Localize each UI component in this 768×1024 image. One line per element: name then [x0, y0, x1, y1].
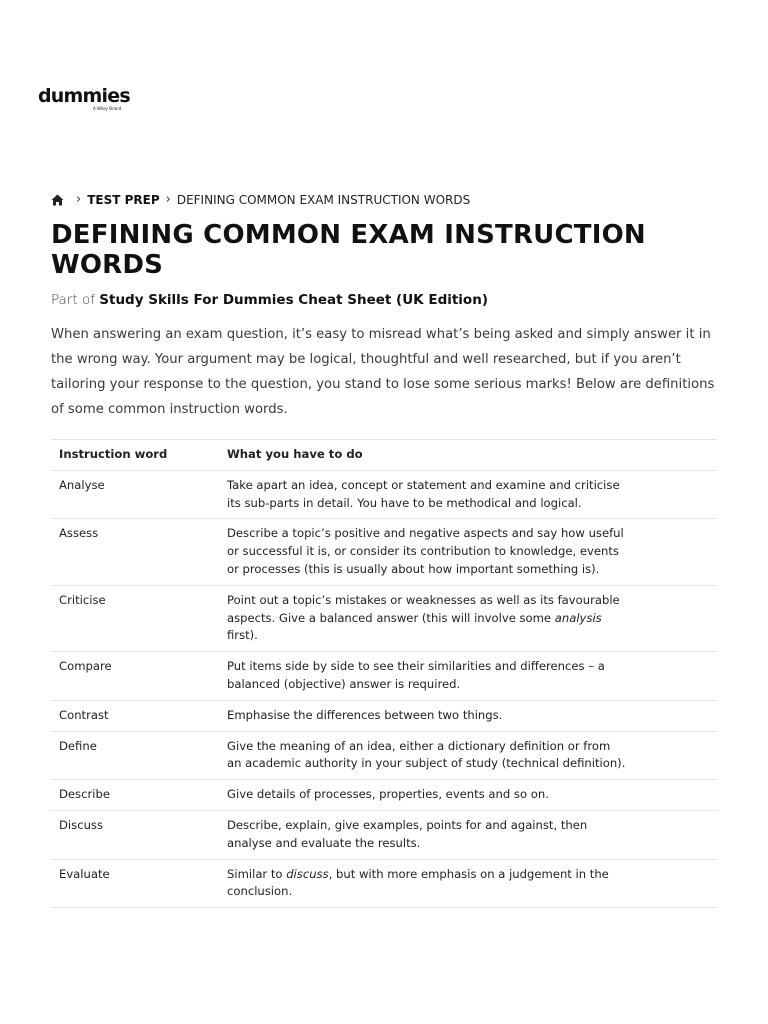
table-row [51, 700, 717, 731]
instruction-definition: Put items side by side to see their similarities and differences – a balanced (objective) answer is required. [227, 659, 605, 691]
chevron-right-icon: › [165, 192, 171, 207]
definition-text: first). [227, 628, 258, 643]
column-header-definition: What you have to do [227, 447, 363, 461]
table-row [51, 519, 717, 585]
instruction-definition: Describe, explain, give examples, points for and against, then analyse and evaluate the results. [227, 817, 588, 850]
instruction-word: Analyse [59, 477, 105, 492]
intro-paragraph: When answering an exam question, it’s easy to misread what’s being asked and simply answer it in the wrong way. Your argument may be logical, thoughtful and well researched, but if you aren’t tailoring your response to the question, you stand to lose some serious marks! Below are definitions of some common instruction words. [51, 327, 715, 417]
cheat-sheet-link[interactable]: Study Skills For Dummies Cheat Sheet (UK Edition) [99, 292, 488, 308]
table-row [51, 780, 717, 811]
instruction-definition: Give details of processes, properties, events and so on. [227, 787, 549, 802]
instruction-definition: Give the meaning of an idea, either a dictionary definition or from an academic authority in your subject of study (technical definition). [227, 738, 626, 771]
table-row [51, 470, 717, 519]
breadcrumb-current: DEFINING COMMON EXAM INSTRUCTION WORDS [176, 192, 471, 207]
definition-text: , but with more emphasis on a judgement in the conclusion. [227, 866, 609, 899]
instruction-words-table [51, 439, 717, 908]
table-header-row [51, 440, 717, 471]
part-of-line [51, 292, 488, 308]
chevron-right-icon: › [76, 192, 82, 207]
instruction-word: Criticise [59, 592, 106, 607]
logo-tagline: A Wiley Brand [93, 106, 122, 111]
dummies-logo[interactable] [38, 86, 138, 111]
table-row [51, 810, 717, 859]
column-header-word: Instruction word [59, 447, 168, 461]
breadcrumb [51, 192, 470, 207]
page-title: DEFINING COMMON EXAM INSTRUCTION WORDS [51, 220, 646, 280]
table-row [51, 585, 717, 651]
instruction-definition [219, 859, 717, 908]
part-of-label: Part of [51, 292, 95, 308]
instruction-word: Assess [59, 526, 99, 541]
instruction-word: Discuss [59, 817, 103, 832]
breadcrumb-test-prep[interactable]: TEST PREP [87, 192, 160, 207]
instruction-word: Describe [59, 787, 110, 802]
instruction-word: Evaluate [59, 866, 110, 881]
definition-emphasis: analysis [554, 610, 602, 625]
instruction-word: Contrast [59, 707, 109, 722]
definition-text: Point out a topic’s mistakes or weaknesses as well as its favourable aspects. Give a balanced answer (this will involve some [227, 592, 620, 625]
definition-emphasis: discuss [286, 866, 329, 881]
logo-wordmark: dummies [38, 85, 130, 107]
instruction-word: Compare [59, 659, 112, 674]
instruction-definition: Emphasise the differences between two things. [227, 707, 503, 722]
instruction-word: Define [59, 738, 97, 753]
table-row [51, 859, 717, 908]
definition-text: Similar to [227, 866, 287, 881]
instruction-definition: Describe a topic’s positive and negative aspects and say how useful or successful it is, or consider its contribution to knowledge, events or processes (this is usually about how important something is). [227, 526, 624, 576]
table-row [51, 652, 717, 701]
instruction-definition [219, 585, 717, 651]
table-row [51, 731, 717, 780]
instruction-definition: Take apart an idea, concept or statement and examine and criticise its sub-parts in detail. You have to be methodical and logical. [227, 477, 620, 510]
home-icon[interactable] [51, 194, 64, 206]
